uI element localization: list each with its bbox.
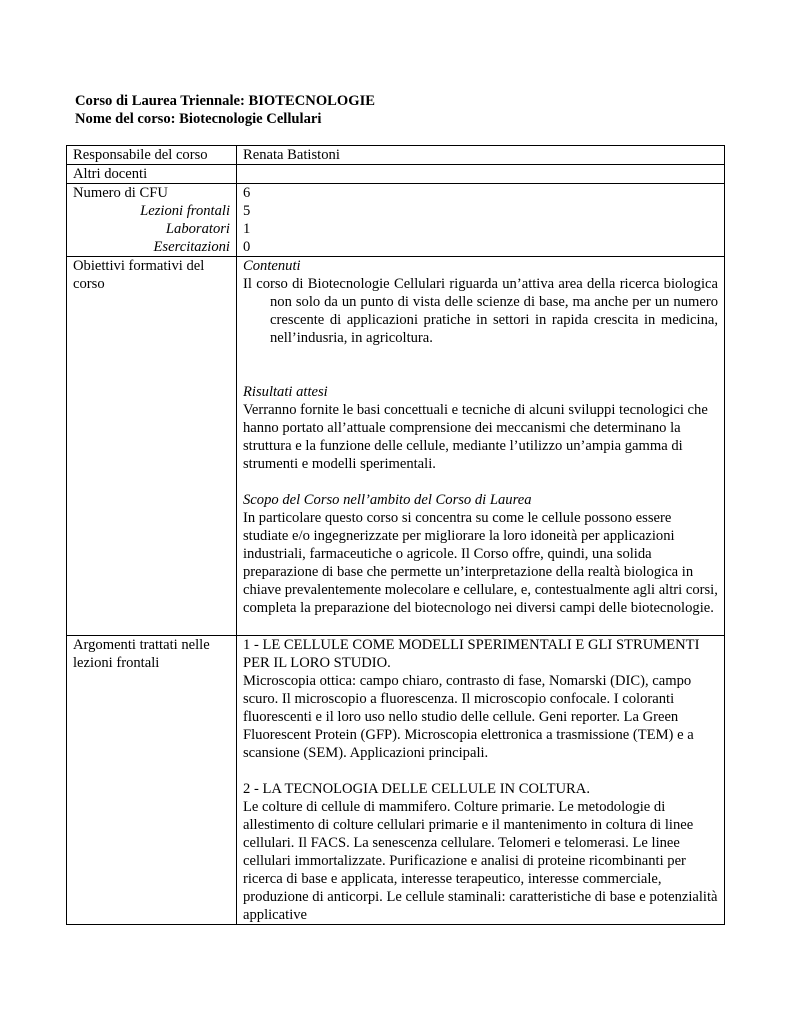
row-responsabile: [67, 146, 725, 165]
obiettivi-label: Obiettivi formativi del corso: [67, 257, 237, 636]
row-argomenti: [67, 636, 725, 925]
esercitazioni-value: 0: [243, 239, 251, 255]
cfu-labels: [67, 184, 237, 257]
scopo-text: In particolare questo corso si concentra su come le cellule possono essere studiate e/o ingegnerizzate per migliorare la loro idoneità per applicazioni industriali, farmaceutiche o agricole. Il Corso offre, quindi, una solida preparazione di base che permette un’interpretazione della realtà biologica in chiave prevalentemente molecolare e cellulare, e, contestualmente agli altri corsi, completa la preparazione del biotecnologo nei diversi campi delle biotecnologie.: [243, 510, 718, 616]
risultati-title: Risultati attesi: [243, 384, 328, 400]
laboratori-value: 1: [243, 221, 251, 237]
degree-title: Corso di Laurea Triennale: BIOTECNOLOGIE: [75, 93, 376, 109]
risultati-text: Verranno fornite le basi concettuali e tecniche di alcuni sviluppi tecnologici che hanno portato all’attuale comprensione dei meccanismi che determinano la struttura e la funzione delle cellule, mediante l’utilizzo un’ampia gamma di strumenti e modelli sperimentali.: [243, 402, 708, 472]
contenuti-text: Il corso di Biotecnologie Cellulari riguarda un’attiva area della ricerca biologica non solo da un punto di vista delle scienze di base, ma anche per un numero crescente di applicazioni pratiche in settori in rapida crescita in medicina, nell’indusria, in agricoltura.: [243, 276, 718, 346]
course-table: [66, 145, 725, 925]
row-cfu: [67, 184, 725, 257]
row-obiettivi: [67, 257, 725, 636]
topic2-title: 2 - LA TECNOLOGIA DELLE CELLULE IN COLTURA.: [243, 781, 590, 797]
argomenti-content: [237, 636, 725, 925]
topic2-text: Le colture di cellule di mammifero. Colture primarie. Le metodologie di allestimento di colture cellulari primarie e il mantenimento in coltura di linee cellulari. Il FACS. La senescenza cellulare. Telomeri e telomerasi. Le linee cellulari immortalizzate. Purificazione e analisi di proteine ricombinanti per ricerca di base e applicata, interesse terapeutico, interesse commerciale, produzione di anticorpi. Le cellule staminali: caratteristiche di base e potenzialità applicative: [243, 799, 718, 923]
lezioni-value: 5: [243, 203, 251, 219]
row-altri-docenti: [67, 165, 725, 184]
scopo-title: Scopo del Corso nell’ambito del Corso di Laurea: [243, 492, 532, 508]
esercitazioni-label: Esercitazioni: [153, 239, 230, 255]
contenuti-title: Contenuti: [243, 258, 301, 274]
document-heading: [75, 93, 375, 128]
laboratori-label: Laboratori: [165, 221, 230, 237]
responsabile-value: Renata Batistoni: [237, 146, 725, 165]
topic1-title: 1 - LE CELLULE COME MODELLI SPERIMENTALI E GLI STRUMENTI PER IL LORO STUDIO.: [243, 637, 700, 671]
obiettivi-content: [237, 257, 725, 636]
cfu-label: Numero di CFU: [73, 185, 168, 201]
responsabile-label: Responsabile del corso: [67, 146, 237, 165]
altri-docenti-value: [237, 165, 725, 184]
altri-docenti-label: Altri docenti: [67, 165, 237, 184]
argomenti-label: Argomenti trattati nelle lezioni frontali: [67, 636, 237, 925]
topic1-text: Microscopia ottica: campo chiaro, contrasto di fase, Nomarski (DIC), campo scuro. Il microscopio a fluorescenza. Il microscopio confocale. I coloranti fluorescenti e il loro uso nello studio delle cellule. Geni reporter. La Green Fluorescent Protein (GFP). Microscopia elettronica a trasmissione (TEM) e a scansione (SEM). Applicazioni principali.: [243, 673, 694, 761]
cfu-value: 6: [243, 185, 251, 201]
cfu-values: [237, 184, 725, 257]
course-name: Nome del corso: Biotecnologie Cellulari: [75, 110, 322, 127]
lezioni-label: Lezioni frontali: [140, 203, 230, 219]
